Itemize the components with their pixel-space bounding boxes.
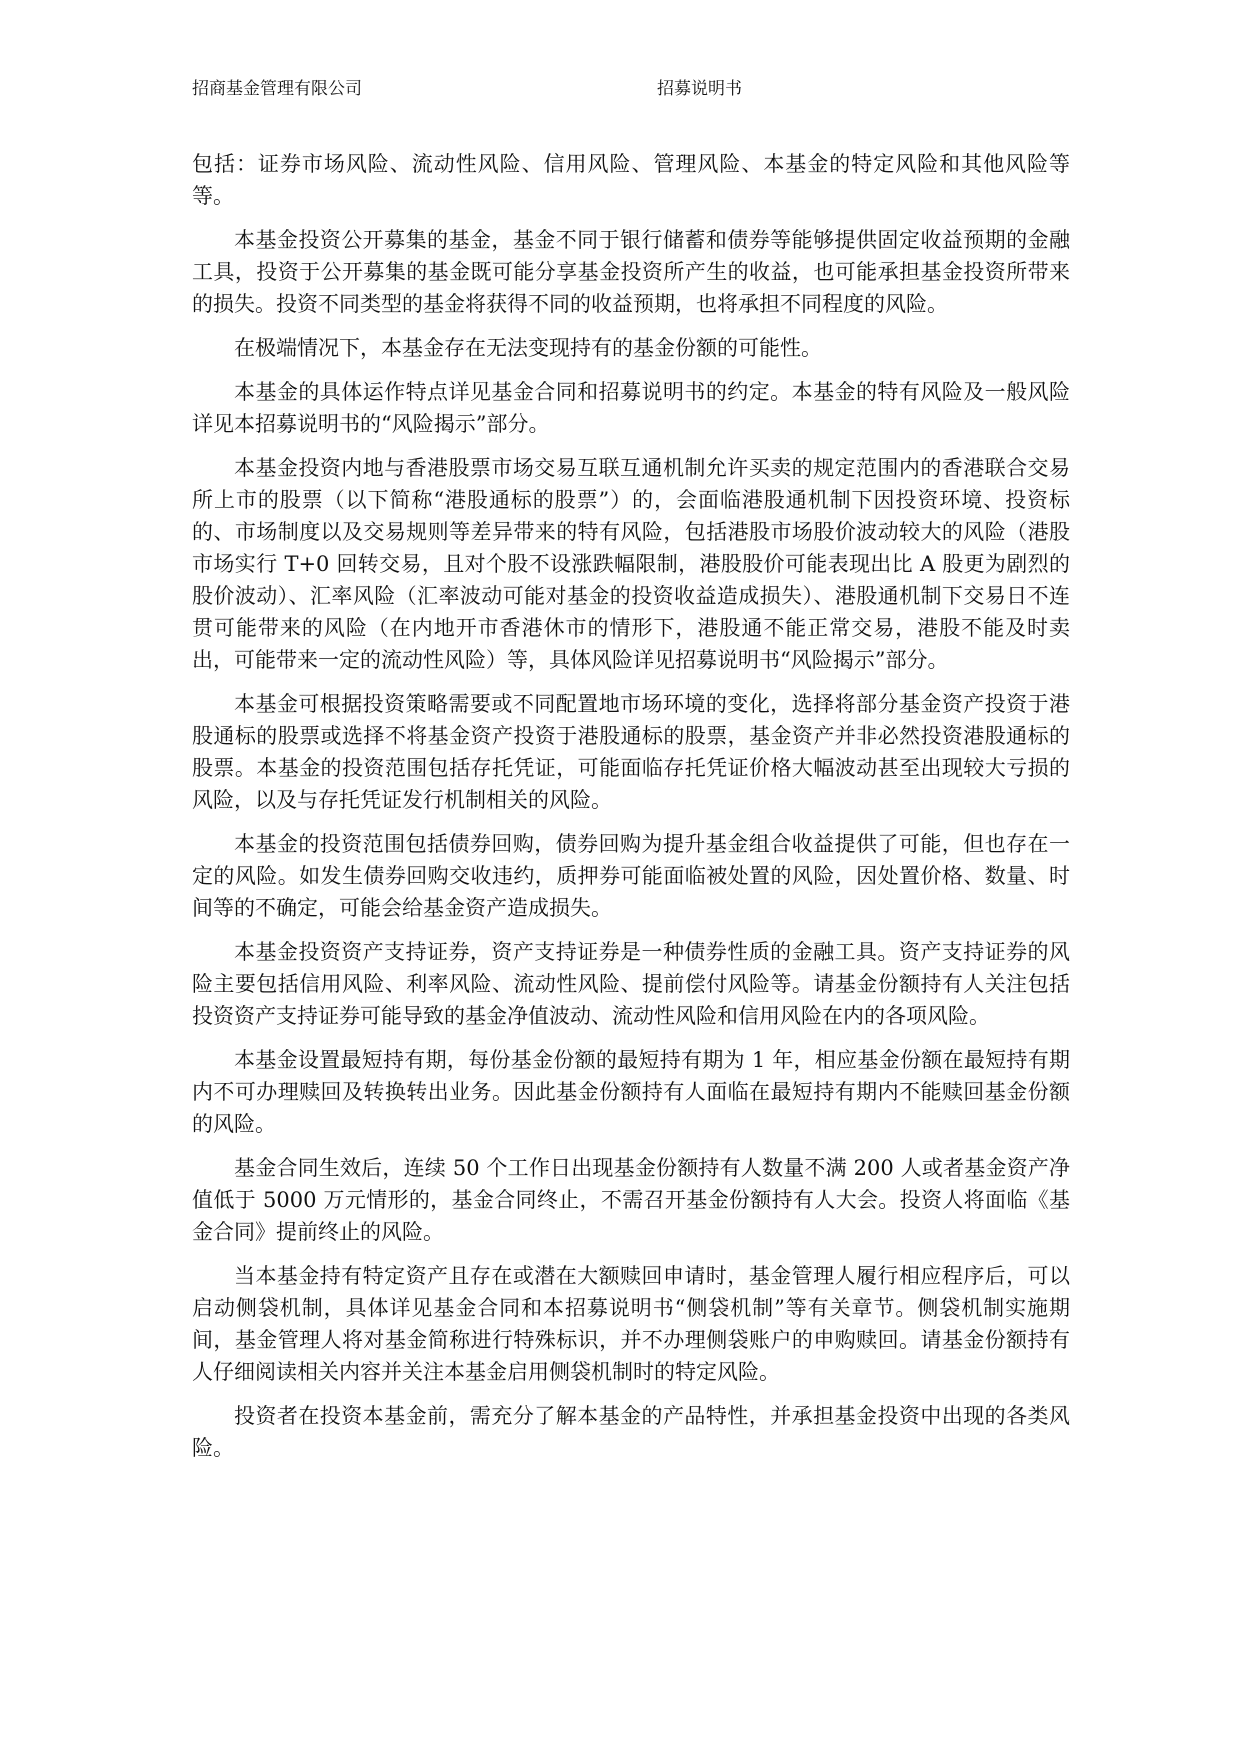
paragraph-extreme-case: 在极端情况下，本基金存在无法变现持有的基金份额的可能性。 — [234, 336, 822, 360]
document-body — [192, 148, 1070, 1476]
paragraph-bond-repo-risk: 本基金的投资范围包括债券回购，债券回购为提升基金组合收益提供了可能，但也存在一定的风险。如发生债券回购交收违约，质押券可能面临被处置的风险，因处置价格、数量、时间等的不确定，可能会给基金资产造成损失。 — [192, 832, 1070, 920]
paragraph-operation-features: 本基金的具体运作特点详见基金合同和招募说明书的约定。本基金的特有风险及一般风险详见本招募说明书的“风险揭示”部分。 — [192, 380, 1070, 436]
paragraph-investor-notice: 投资者在投资本基金前，需充分了解本基金的产品特性，并承担基金投资中出现的各类风险。 — [192, 1404, 1070, 1460]
paragraph-risk-list-continued: 包括：证券市场风险、流动性风险、信用风险、管理风险、本基金的特定风险和其他风险等等。 — [192, 152, 1070, 208]
paragraph-contract-termination: 基金合同生效后，连续 50 个工作日出现基金份额持有人数量不满 200 人或者基金资产净值低于 5000 万元情形的，基金合同终止，不需召开基金份额持有人大会。投资人将面临《基金合同》提前终止的风险。 — [192, 1156, 1070, 1244]
paragraph-allocation-depositary-receipts: 本基金可根据投资策略需要或不同配置地市场环境的变化，选择将部分基金资产投资于港股通标的股票或选择不将基金资产投资于港股通标的股票，基金资产并非必然投资港股通标的股票。本基金的投资范围包括存托凭证，可能面临存托凭证价格大幅波动甚至出现较大亏损的风险，以及与存托凭证发行机制相关的风险。 — [192, 692, 1070, 812]
header-company-name: 招商基金管理有限公司 — [192, 79, 362, 99]
header-document-title: 招募说明书 — [657, 79, 742, 99]
paragraph-abs-risk: 本基金投资资产支持证券，资产支持证券是一种债券性质的金融工具。资产支持证券的风险主要包括信用风险、利率风险、流动性风险、提前偿付风险等。请基金份额持有人关注包括投资资产支持证券可能导致的基金净值波动、流动性风险和信用风险在内的各项风险。 — [192, 940, 1070, 1028]
paragraph-side-pocket: 当本基金持有特定资产且存在或潜在大额赎回申请时，基金管理人履行相应程序后，可以启动侧袋机制，具体详见基金合同和本招募说明书“侧袋机制”等有关章节。侧袋机制实施期间，基金管理人将对基金简称进行特殊标识，并不办理侧袋账户的申购赎回。请基金份额持有人仔细阅读相关内容并关注本基金启用侧袋机制时的特定风险。 — [192, 1264, 1070, 1384]
paragraph-minimum-holding-period: 本基金设置最短持有期，每份基金份额的最短持有期为 1 年，相应基金份额在最短持有期内不可办理赎回及转换转出业务。因此基金份额持有人面临在最短持有期内不能赎回基金份额的风险。 — [192, 1048, 1070, 1136]
page-header — [192, 73, 1072, 105]
paragraph-public-fund-risk: 本基金投资公开募集的基金，基金不同于银行储蓄和债券等能够提供固定收益预期的金融工具，投资于公开募集的基金既可能分享基金投资所产生的收益，也可能承担基金投资所带来的损失。投资不同类型的基金将获得不同的收益预期，也将承担不同程度的风险。 — [192, 228, 1070, 316]
paragraph-hk-connect-risk: 本基金投资内地与香港股票市场交易互联互通机制允许买卖的规定范围内的香港联合交易所上市的股票（以下简称“港股通标的股票”）的，会面临港股通机制下因投资环境、投资标的、市场制度以及交易规则等差异带来的特有风险，包括港股市场股价波动较大的风险（港股市场实行 T+0 回转交易，且对个股不设涨跌幅限制，港股股价可能表现出比 A 股更为剧烈的股价波动）、汇率风险（汇率波动可能对基金的投资收益造成损失）、港股通机制下交易日不连贯可能带来的风险（在内地开市香港休市的情形下，港股通不能正常交易，港股不能及时卖出，可能带来一定的流动性风险）等，具体风险详见招募说明书“风险揭示”部分。 — [192, 456, 1070, 672]
